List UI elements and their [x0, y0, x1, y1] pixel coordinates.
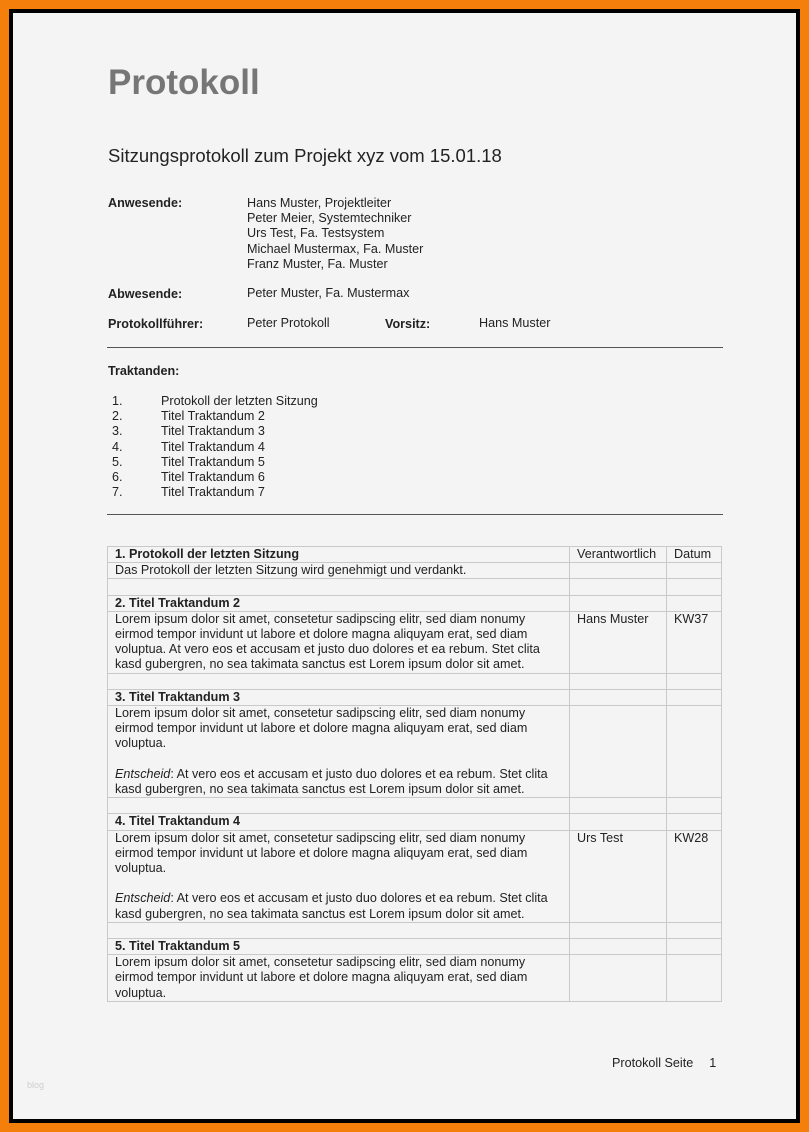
- table-row: [108, 595, 722, 611]
- table-row: [108, 611, 722, 673]
- section-title: 1. Protokoll der letzten Sitzung: [108, 547, 570, 563]
- decision-text: : At vero eos et accusam et justo duo dolores et ea rebum. Stet clita kasd gubergren, no sea takimata sanctus est Lorem ipsum dolor sit amet.: [115, 891, 548, 921]
- agenda-num: 7.: [112, 485, 123, 500]
- present-name: Peter Meier, Systemtechniker: [247, 211, 412, 226]
- agenda-item: [108, 485, 318, 500]
- agenda-num: 5.: [112, 454, 123, 469]
- present-name: Urs Test, Fa. Testsystem: [247, 226, 385, 241]
- agenda-num: 4.: [112, 439, 123, 454]
- decision-label: Entscheid: [115, 766, 171, 781]
- agenda-label: Traktanden:: [108, 364, 180, 378]
- section-text: Lorem ipsum dolor sit amet, consetetur sadipscing elitr, sed diam nonumy eirmod tempor invidunt ut labore et dolore magna aliquyam erat, sed diam voluptua.: [115, 706, 528, 751]
- page-number: 1: [709, 1056, 717, 1070]
- agenda-num: 2.: [112, 409, 123, 424]
- decision: [115, 891, 562, 921]
- document-subtitle: Sitzungsprotokoll zum Projekt xyz vom 15.01.18: [108, 145, 502, 166]
- minutes-table: [107, 546, 722, 1002]
- agenda-item: [108, 394, 318, 409]
- agenda-item: [108, 424, 318, 439]
- recorder-value: Peter Protokoll: [247, 316, 330, 330]
- present-label: Anwesende:: [108, 196, 183, 210]
- date: [667, 706, 722, 798]
- page-footer: [612, 1056, 716, 1070]
- col-date-header: Datum: [667, 547, 722, 563]
- agenda-text: Titel Traktandum 6: [161, 470, 265, 485]
- chair-value: Hans Muster: [479, 316, 551, 330]
- decision: [115, 767, 562, 797]
- agenda-item: [108, 409, 318, 424]
- document-title: Protokoll: [108, 63, 260, 102]
- agenda-text: Titel Traktandum 4: [161, 439, 265, 454]
- responsible: Urs Test: [570, 830, 667, 922]
- watermark: blog: [27, 1080, 45, 1090]
- decision-label: Entscheid: [115, 891, 171, 906]
- table-row: [108, 563, 722, 579]
- responsible: [570, 563, 667, 579]
- section-text: Das Protokoll der letzten Sitzung wird genehmigt und verdankt.: [108, 563, 570, 579]
- table-row-empty: [108, 922, 722, 938]
- section-body: [108, 706, 570, 798]
- present-name: Michael Mustermax, Fa. Muster: [247, 241, 424, 256]
- present-list: [247, 196, 423, 272]
- agenda-text: Titel Traktandum 5: [161, 454, 265, 469]
- table-row-empty: [108, 579, 722, 595]
- footer-label: Protokoll Seite: [612, 1056, 694, 1070]
- responsible: [570, 955, 667, 1002]
- responsible: Hans Muster: [570, 611, 667, 673]
- responsible: [570, 706, 667, 798]
- agenda-list: [108, 394, 318, 500]
- agenda-text: Titel Traktandum 3: [161, 424, 265, 439]
- table-row: [108, 830, 722, 922]
- divider: [107, 347, 723, 348]
- agenda-text: Titel Traktandum 7: [161, 485, 265, 500]
- table-row: [108, 955, 722, 1002]
- recorder-label: Protokollführer:: [108, 317, 204, 331]
- section-body: [108, 830, 570, 922]
- decision-text: : At vero eos et accusam et justo duo dolores et ea rebum. Stet clita kasd gubergren, no sea takimata sanctus est Lorem ipsum dolor sit amet.: [115, 766, 548, 796]
- agenda-item: [108, 455, 318, 470]
- date: KW37: [667, 611, 722, 673]
- section-title: 3. Titel Traktandum 3: [108, 689, 570, 705]
- table-row: [108, 706, 722, 798]
- date: [667, 563, 722, 579]
- table-row: [108, 938, 722, 954]
- col-responsible-header: Verantwortlich: [570, 547, 667, 563]
- agenda-text: Protokoll der letzten Sitzung: [161, 394, 318, 408]
- divider: [107, 514, 723, 515]
- present-name: Franz Muster, Fa. Muster: [247, 256, 388, 271]
- agenda-num: 6.: [112, 470, 123, 485]
- table-row: [108, 814, 722, 830]
- agenda-num: 1.: [112, 394, 123, 408]
- agenda-item: [108, 470, 318, 485]
- section-text: Lorem ipsum dolor sit amet, consetetur sadipscing elitr, sed diam nonumy eirmod tempor invidunt ut labore et dolore magna aliquyam erat, sed diam voluptua. At vero eos et accusam et justo duo dolores et ea rebum. Stet clita kasd gubergren, no sea takimata sanctus est Lorem ipsum dolor sit amet.: [108, 611, 570, 673]
- agenda-item: [108, 440, 318, 455]
- absent-label: Abwesende:: [108, 287, 183, 301]
- table-row: [108, 689, 722, 705]
- section-title: 2. Titel Traktandum 2: [108, 595, 570, 611]
- document-page: [13, 13, 796, 1119]
- table-row-empty: [108, 673, 722, 689]
- section-title: 4. Titel Traktandum 4: [108, 814, 570, 830]
- section-text: Lorem ipsum dolor sit amet, consetetur sadipscing elitr, sed diam nonumy eirmod tempor invidunt ut labore et dolore magna aliquyam erat, sed diam voluptua.: [108, 955, 570, 1002]
- agenda-num: 3.: [112, 424, 123, 439]
- date: [667, 955, 722, 1002]
- date: KW28: [667, 830, 722, 922]
- table-row-empty: [108, 798, 722, 814]
- table-row: [108, 547, 722, 563]
- section-title: 5. Titel Traktandum 5: [108, 938, 570, 954]
- present-name: Hans Muster, Projektleiter: [247, 196, 392, 210]
- section-text: Lorem ipsum dolor sit amet, consetetur sadipscing elitr, sed diam nonumy eirmod tempor invidunt ut labore et dolore magna aliquyam erat, sed diam voluptua.: [115, 830, 528, 875]
- absent-value: Peter Muster, Fa. Mustermax: [247, 286, 410, 300]
- agenda-text: Titel Traktandum 2: [161, 409, 265, 424]
- chair-label: Vorsitz:: [385, 317, 431, 331]
